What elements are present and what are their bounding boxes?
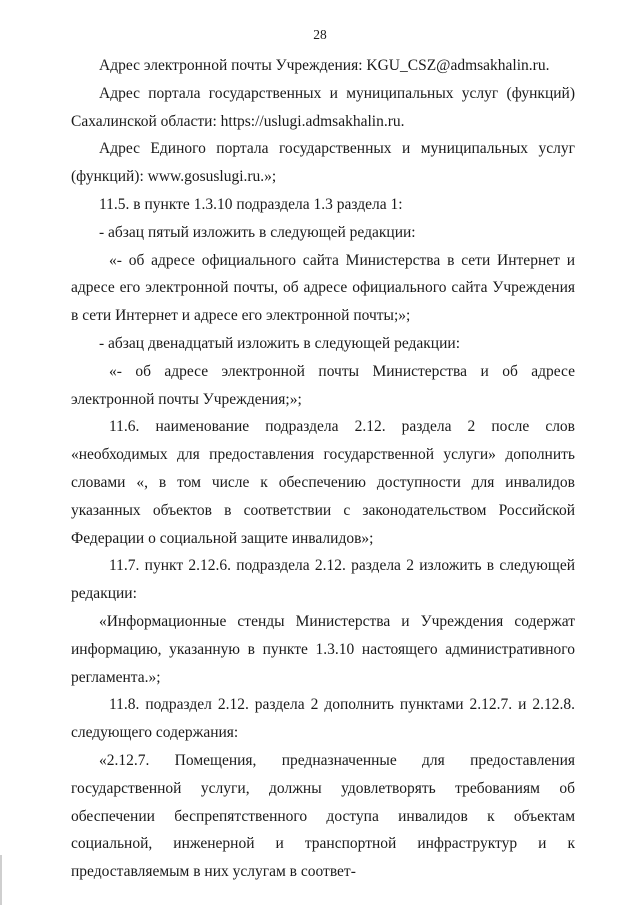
paragraph-twelfth-paragraph-note: - абзац двенадцатый изложить в следующей редакции: (99, 334, 460, 352)
paragraph-website-quote: «- об адресе официального сайта Министерства в сети Интернет и адресе его электронной почты, об адресе официального сайта Учреждения в сети Интернет и адресе его электронной почты;»; (71, 251, 575, 325)
document-body (71, 52, 575, 886)
scan-edge-mark (0, 855, 2, 905)
paragraph-11-8: 11.8. подраздел 2.12. раздела 2 дополнить пунктами 2.12.7. и 2.12.8. следующего содержания: (71, 696, 575, 742)
paragraph-institution-email: Адрес электронной почты Учреждения: KGU_CSZ@admsakhalin.ru. (99, 57, 550, 74)
page-number: 28 (313, 27, 327, 42)
paragraph-email-quote: «- об адресе электронной почты Министерства и об адресе электронной почты Учреждения;»; (71, 362, 575, 408)
paragraph-federal-portal: Адрес Единого портала государственных и муниципальных услуг (функций): www.gosuslugi.ru.»; (71, 140, 575, 186)
paragraph-fifth-paragraph-note: - абзац пятый изложить в следующей редакции: (99, 223, 416, 241)
paragraph-regional-portal: Адрес портала государственных и муниципальных услуг (функций) Сахалинской области: https://uslugi.admsakhalin.ru. (71, 84, 575, 130)
paragraph-2-12-7: «2.12.7. Помещения, предназначенные для предоставления государственной услуги, должны удовлетворять требованиям об обеспечении беспрепятственного доступа инвалидов к объектам социальной, инженерной и транспортной инфраструктур и к предоставляемым в них услугам в соответ- (71, 751, 575, 881)
paragraph-11-6: 11.6. наименование подраздела 2.12. раздела 2 после слов «необходимых для предоставления государственной услуги» дополнить словами «, в том числе к обеспечению доступности для инвалидов указанных объектов в соответствии с законодательством Российской Федерации о социальной защите инвалидов»; (71, 418, 575, 547)
paragraph-11-7: 11.7. пункт 2.12.6. подраздела 2.12. раздела 2 изложить в следующей редакции: (71, 557, 575, 603)
paragraph-11-5: 11.5. в пункте 1.3.10 подраздела 1.3 раздела 1: (99, 195, 403, 213)
paragraph-info-stands-quote: «Информационные стенды Министерства и Учреждения содержат информацию, указанную в пункте 1.3.10 настоящего административного регламента.»; (71, 612, 575, 686)
